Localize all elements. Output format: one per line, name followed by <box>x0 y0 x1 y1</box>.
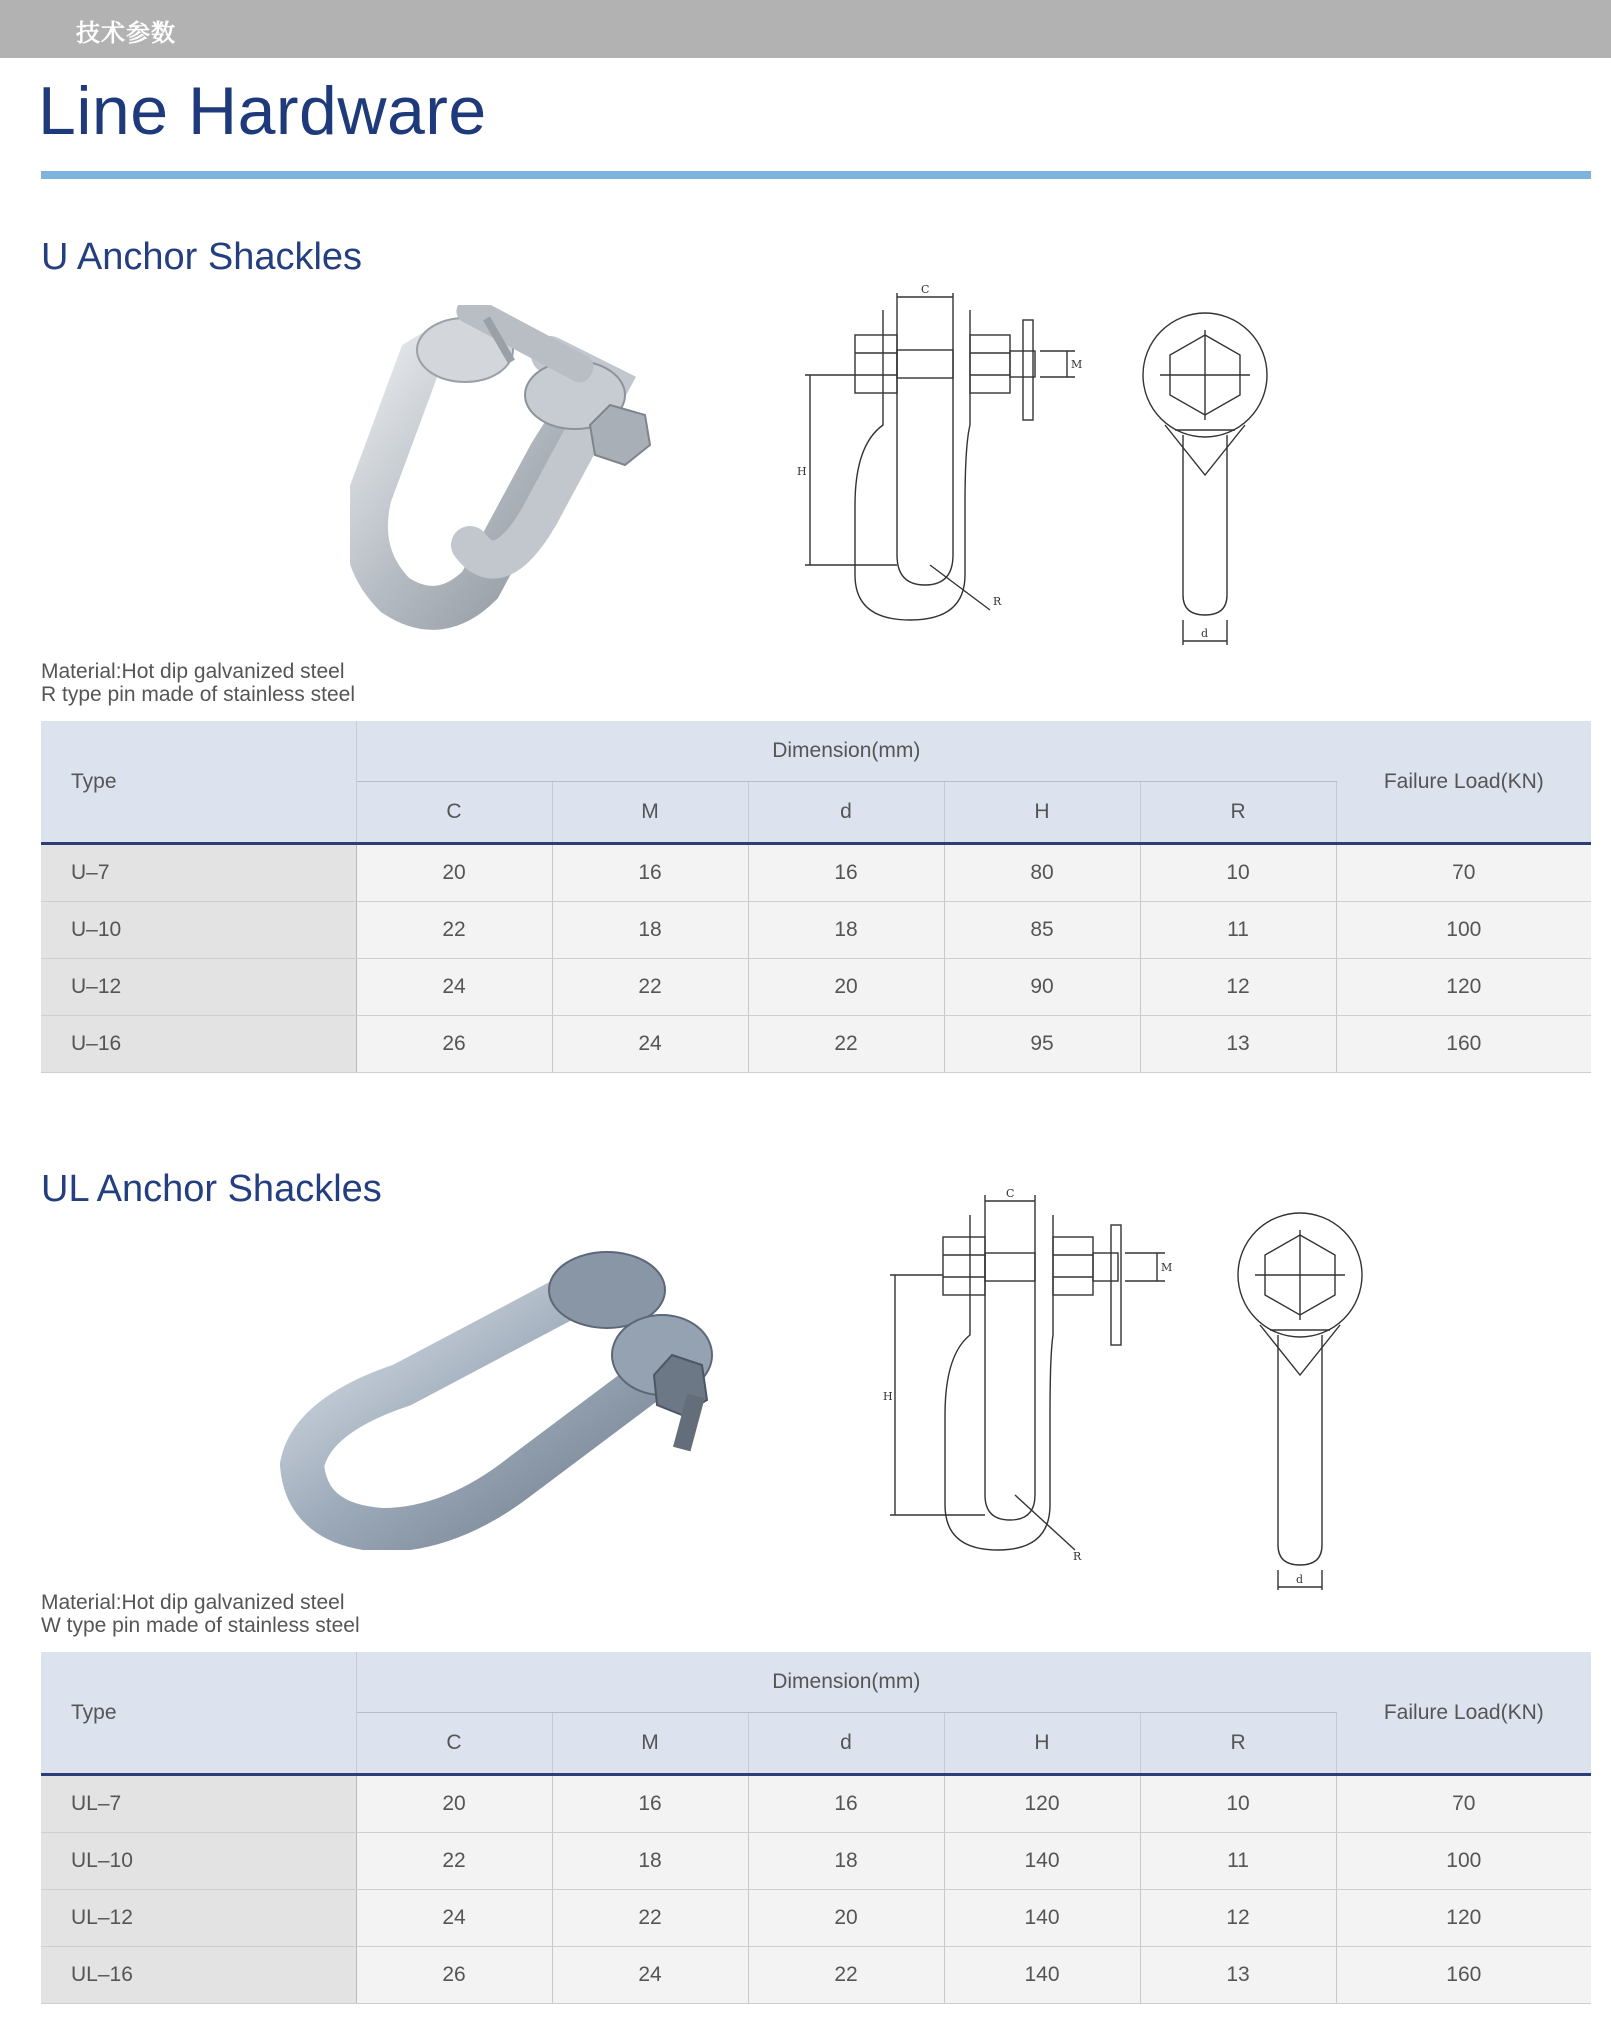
table-row <box>41 1016 1591 1073</box>
dim-label-d: d <box>1296 1573 1304 1586</box>
header-type: Type <box>41 721 356 844</box>
cell-d: 18 <box>748 1833 944 1890</box>
table-row <box>41 1833 1591 1890</box>
header-col-h: H <box>944 782 1140 844</box>
cell-failure: 160 <box>1336 1947 1591 2004</box>
cell-r: 10 <box>1140 844 1336 902</box>
cell-m: 24 <box>552 1947 748 2004</box>
cell-c: 24 <box>356 1890 552 1947</box>
cell-h: 80 <box>944 844 1140 902</box>
header-dimension: Dimension(mm) <box>356 1652 1336 1713</box>
cell-type: UL–7 <box>41 1775 356 1833</box>
dim-label-h: H <box>883 1390 893 1403</box>
cell-r: 11 <box>1140 1833 1336 1890</box>
cell-h: 95 <box>944 1016 1140 1073</box>
cell-failure: 120 <box>1336 959 1591 1016</box>
cell-d: 18 <box>748 902 944 959</box>
cell-h: 85 <box>944 902 1140 959</box>
cell-m: 22 <box>552 959 748 1016</box>
cell-failure: 120 <box>1336 1890 1591 1947</box>
cell-c: 22 <box>356 1833 552 1890</box>
dim-label-d: d <box>1201 627 1209 640</box>
cell-h: 140 <box>944 1890 1140 1947</box>
cell-type: UL–10 <box>41 1833 356 1890</box>
cell-failure: 100 <box>1336 902 1591 959</box>
cell-d: 16 <box>748 1775 944 1833</box>
dim-label-m: M <box>1071 358 1083 371</box>
u-anchor-shackle-drawing <box>785 275 1285 660</box>
cell-type: UL–16 <box>41 1947 356 2004</box>
dim-label-c: C <box>1006 1187 1015 1200</box>
header-col-m: M <box>552 1713 748 1775</box>
cell-h: 90 <box>944 959 1140 1016</box>
cell-failure: 70 <box>1336 844 1591 902</box>
section-title-u-anchor: U Anchor Shackles <box>41 236 363 278</box>
cell-c: 26 <box>356 1947 552 2004</box>
header-col-h: H <box>944 1713 1140 1775</box>
material-note-ul <box>41 1591 360 1637</box>
header-col-m: M <box>552 782 748 844</box>
cell-type: UL–12 <box>41 1890 356 1947</box>
header-col-r: R <box>1140 1713 1336 1775</box>
material-line: W type pin made of stainless steel <box>41 1614 360 1637</box>
dim-label-h: H <box>797 465 807 478</box>
spec-table-ul-anchor <box>41 1652 1591 2004</box>
title-divider <box>41 171 1591 179</box>
dim-label-m: M <box>1161 1261 1173 1274</box>
ul-anchor-shackle-drawing <box>875 1175 1375 1595</box>
page-title: Line Hardware <box>38 73 487 149</box>
cell-h: 140 <box>944 1947 1140 2004</box>
header-col-c: C <box>356 1713 552 1775</box>
material-note-u <box>41 660 355 706</box>
cell-m: 24 <box>552 1016 748 1073</box>
cell-type: U–16 <box>41 1016 356 1073</box>
table-row <box>41 1890 1591 1947</box>
table-row <box>41 844 1591 902</box>
cell-c: 22 <box>356 902 552 959</box>
header-type: Type <box>41 1652 356 1775</box>
cell-type: U–12 <box>41 959 356 1016</box>
ul-anchor-shackle-photo <box>262 1235 742 1550</box>
cell-m: 16 <box>552 1775 748 1833</box>
cell-m: 16 <box>552 844 748 902</box>
material-line: Material:Hot dip galvanized steel <box>41 1591 345 1614</box>
cell-c: 24 <box>356 959 552 1016</box>
cell-failure: 100 <box>1336 1833 1591 1890</box>
cell-type: U–10 <box>41 902 356 959</box>
header-failure-load: Failure Load(KN) <box>1336 1652 1591 1775</box>
cell-m: 18 <box>552 1833 748 1890</box>
cell-r: 10 <box>1140 1775 1336 1833</box>
table-row <box>41 902 1591 959</box>
cell-r: 13 <box>1140 1016 1336 1073</box>
cell-d: 20 <box>748 1890 944 1947</box>
table-row <box>41 1775 1591 1833</box>
cell-h: 140 <box>944 1833 1140 1890</box>
header-col-d: d <box>748 782 944 844</box>
cell-failure: 160 <box>1336 1016 1591 1073</box>
dim-label-r: R <box>1073 1550 1082 1563</box>
table-row <box>41 959 1591 1016</box>
cell-r: 11 <box>1140 902 1336 959</box>
cell-d: 22 <box>748 1016 944 1073</box>
cell-d: 22 <box>748 1947 944 2004</box>
cell-c: 20 <box>356 844 552 902</box>
cell-failure: 70 <box>1336 1775 1591 1833</box>
cell-d: 16 <box>748 844 944 902</box>
cell-m: 22 <box>552 1890 748 1947</box>
cell-h: 120 <box>944 1775 1140 1833</box>
cell-r: 13 <box>1140 1947 1336 2004</box>
top-header-bar <box>0 0 1611 58</box>
cell-d: 20 <box>748 959 944 1016</box>
cell-r: 12 <box>1140 959 1336 1016</box>
table-row <box>41 1947 1591 2004</box>
header-col-r: R <box>1140 782 1336 844</box>
cell-type: U–7 <box>41 844 356 902</box>
header-col-c: C <box>356 782 552 844</box>
dim-label-r: R <box>993 595 1002 608</box>
u-anchor-shackle-photo <box>350 305 720 635</box>
cell-r: 12 <box>1140 1890 1336 1947</box>
header-label: 技术参数 <box>76 19 176 47</box>
cell-m: 18 <box>552 902 748 959</box>
section-title-ul-anchor: UL Anchor Shackles <box>41 1168 382 1210</box>
material-line: R type pin made of stainless steel <box>41 683 355 706</box>
header-col-d: d <box>748 1713 944 1775</box>
header-failure-load: Failure Load(KN) <box>1336 721 1591 844</box>
dim-label-c: C <box>921 283 930 296</box>
cell-c: 26 <box>356 1016 552 1073</box>
header-dimension: Dimension(mm) <box>356 721 1336 782</box>
spec-table-u-anchor <box>41 721 1591 1073</box>
material-line: Material:Hot dip galvanized steel <box>41 660 345 683</box>
cell-c: 20 <box>356 1775 552 1833</box>
